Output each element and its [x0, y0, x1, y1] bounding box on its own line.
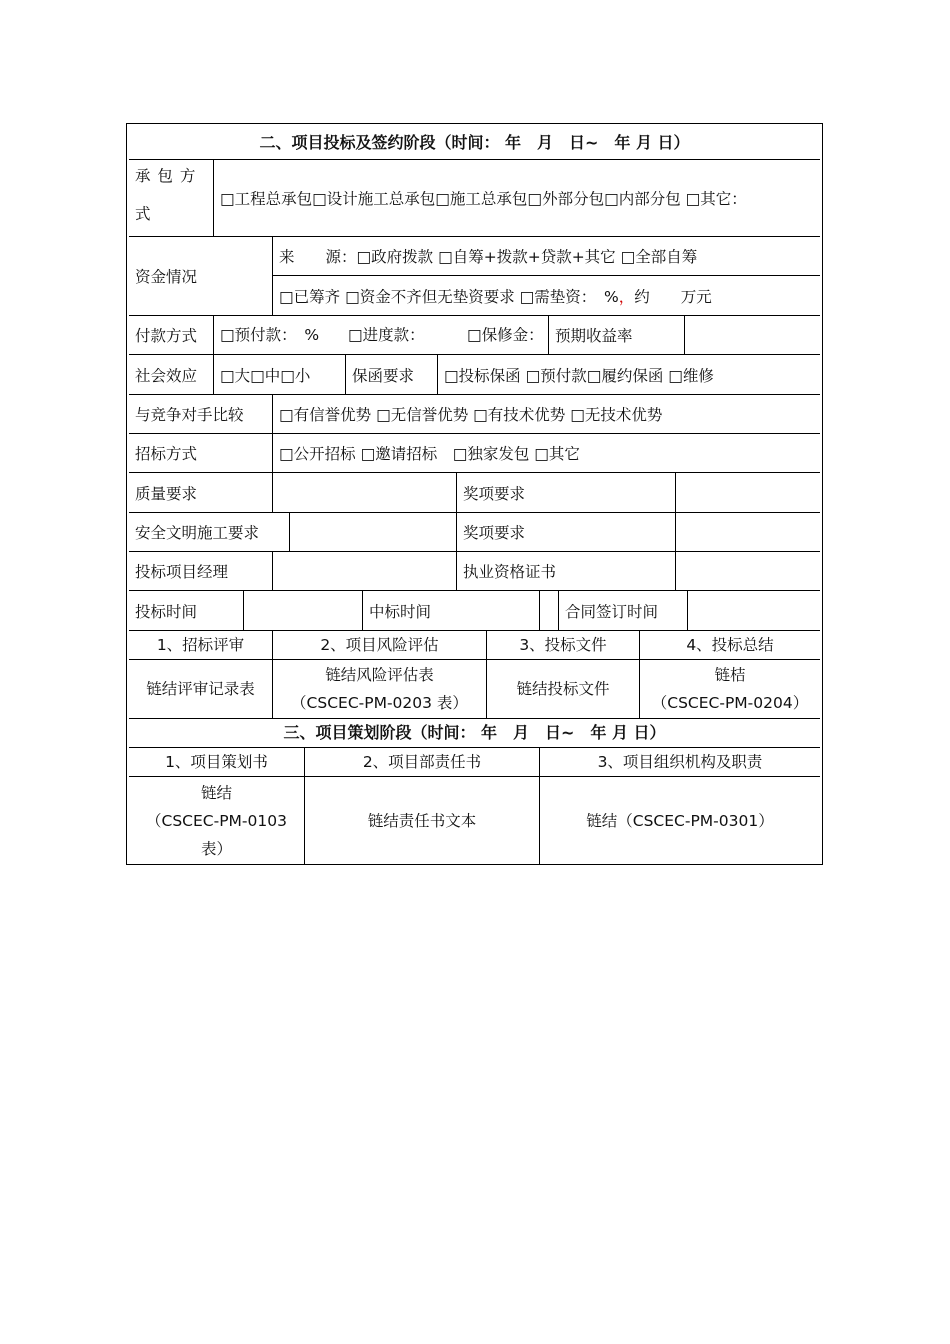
sec3-link-row [129, 777, 820, 864]
summary-link-line1: 链桔 [714, 666, 746, 684]
responsibility-title: 2、项目部责任书 [304, 748, 539, 776]
manager-row [129, 552, 820, 591]
organization-link[interactable]: 链结（CSCEC-PM-0301） [539, 777, 820, 864]
cert-value[interactable] [675, 552, 820, 590]
manager-value[interactable] [272, 552, 456, 590]
contract-type-label-cell [129, 160, 213, 236]
win-time-value[interactable] [539, 591, 558, 630]
bid-summary-link[interactable] [639, 660, 820, 718]
section2-title: 二、项目投标及签约阶段（时间： 年 月 日~ 年 月 日） [259, 132, 690, 152]
bid-document-link[interactable]: 链结投标文件 [486, 660, 639, 718]
section3-header-row [129, 719, 820, 748]
sec3-title-row [129, 748, 820, 777]
social-size-options[interactable]: □大□中□小 [213, 355, 345, 394]
step-title: 2、项目风险评估 [272, 631, 486, 659]
funds-approx: 约 万元 [634, 288, 712, 306]
quality-award-value[interactable] [675, 473, 820, 512]
step-title: 1、招标评审 [156, 636, 245, 654]
compare-label: 与竞争对手比较 [135, 406, 244, 424]
manager-label: 投标项目经理 [135, 563, 229, 581]
safety-row [129, 513, 820, 552]
compare-options[interactable]: □有信誉优势 □无信誉优势 □有技术优势 □无技术优势 [272, 395, 820, 433]
funds-row [129, 237, 820, 316]
plan-title: 1、项目策划书 [165, 753, 268, 771]
safety-label: 安全文明施工要求 [135, 524, 260, 542]
payment-label: 付款方式 [135, 327, 198, 345]
win-time-label: 中标时间 [362, 591, 539, 630]
payment-retention: □保修金： [467, 326, 544, 344]
safety-value[interactable] [289, 513, 456, 551]
contract-type-row [129, 160, 820, 237]
contract-type-label-2: 式 [135, 205, 151, 223]
section3-title: 三、项目策划阶段（时间： 年 月 日~ 年 月 日） [283, 723, 666, 742]
bidding-options[interactable]: □公开招标 □邀请招标 □独家发包 □其它 [272, 434, 820, 472]
plan-link-line3: 表） [200, 839, 232, 858]
quality-award-label: 奖项要求 [456, 473, 675, 512]
payment-row [129, 316, 820, 355]
steps-link-row [129, 660, 820, 719]
payment-progress: □进度款： [348, 326, 425, 344]
bid-time-label: 投标时间 [135, 602, 198, 621]
safety-award-label: 奖项要求 [456, 513, 675, 551]
quality-value[interactable] [272, 473, 456, 512]
compare-row [129, 395, 820, 434]
bid-time-value[interactable] [243, 591, 362, 630]
step-title: 3、投标文件 [486, 631, 639, 659]
project-plan-link[interactable] [129, 777, 304, 864]
social-label: 社会效应 [135, 366, 198, 385]
yield-value[interactable] [684, 316, 820, 354]
social-row [129, 355, 820, 395]
quality-label: 质量要求 [135, 484, 198, 503]
bidding-row [129, 434, 820, 473]
summary-link-line2: （CSCEC-PM-0204） [651, 694, 809, 712]
bidding-label: 招标方式 [135, 445, 198, 463]
funds-details [272, 237, 820, 315]
project-form-table [126, 123, 823, 865]
risk-link-line2: （CSCEC-PM-0203 表） [291, 694, 468, 712]
funds-status-text: □已筹齐 □资金不齐但无垫资要求 □需垫资： % [279, 288, 619, 306]
funds-source[interactable]: 来 源：□政府拨款 □自筹+拨款+贷款+其它 □全部自筹 [273, 237, 820, 276]
section2-header-row [129, 126, 820, 160]
sign-time-label: 合同签订时间 [558, 591, 687, 630]
plan-link-line2: （CSCEC-PM-0103 [146, 811, 287, 830]
cert-label: 执业资格证书 [456, 552, 675, 590]
risk-link-line1: 链结风险评估表 [325, 666, 434, 684]
guarantee-label: 保函要求 [345, 355, 437, 394]
contract-type-options[interactable]: □工程总承包□设计施工总承包□施工总承包□外部分包□内部分包 □其它： [213, 160, 820, 236]
risk-assessment-link[interactable] [272, 660, 486, 718]
review-record-link[interactable]: 链结评审记录表 [146, 680, 255, 698]
payment-options[interactable] [213, 316, 548, 354]
funds-label: 资金情况 [135, 268, 198, 286]
payment-advance: □预付款： % [220, 326, 320, 344]
quality-row [129, 473, 820, 513]
responsibility-link[interactable]: 链结责任书文本 [304, 777, 539, 864]
guarantee-options[interactable]: □投标保函 □预付款□履约保函 □维修 [437, 355, 820, 394]
step-title: 4、投标总结 [639, 631, 820, 659]
funds-status[interactable] [273, 276, 820, 315]
steps-title-row [129, 631, 820, 660]
funds-comma: ， [618, 288, 635, 306]
sign-time-value[interactable] [687, 591, 820, 630]
times-row [129, 591, 820, 631]
contract-type-label: 承 包 方 [135, 167, 197, 185]
plan-link-line1: 链结 [200, 783, 232, 802]
organization-title: 3、项目组织机构及职责 [539, 748, 820, 776]
safety-award-value[interactable] [675, 513, 820, 551]
yield-label: 预期收益率 [548, 316, 684, 354]
